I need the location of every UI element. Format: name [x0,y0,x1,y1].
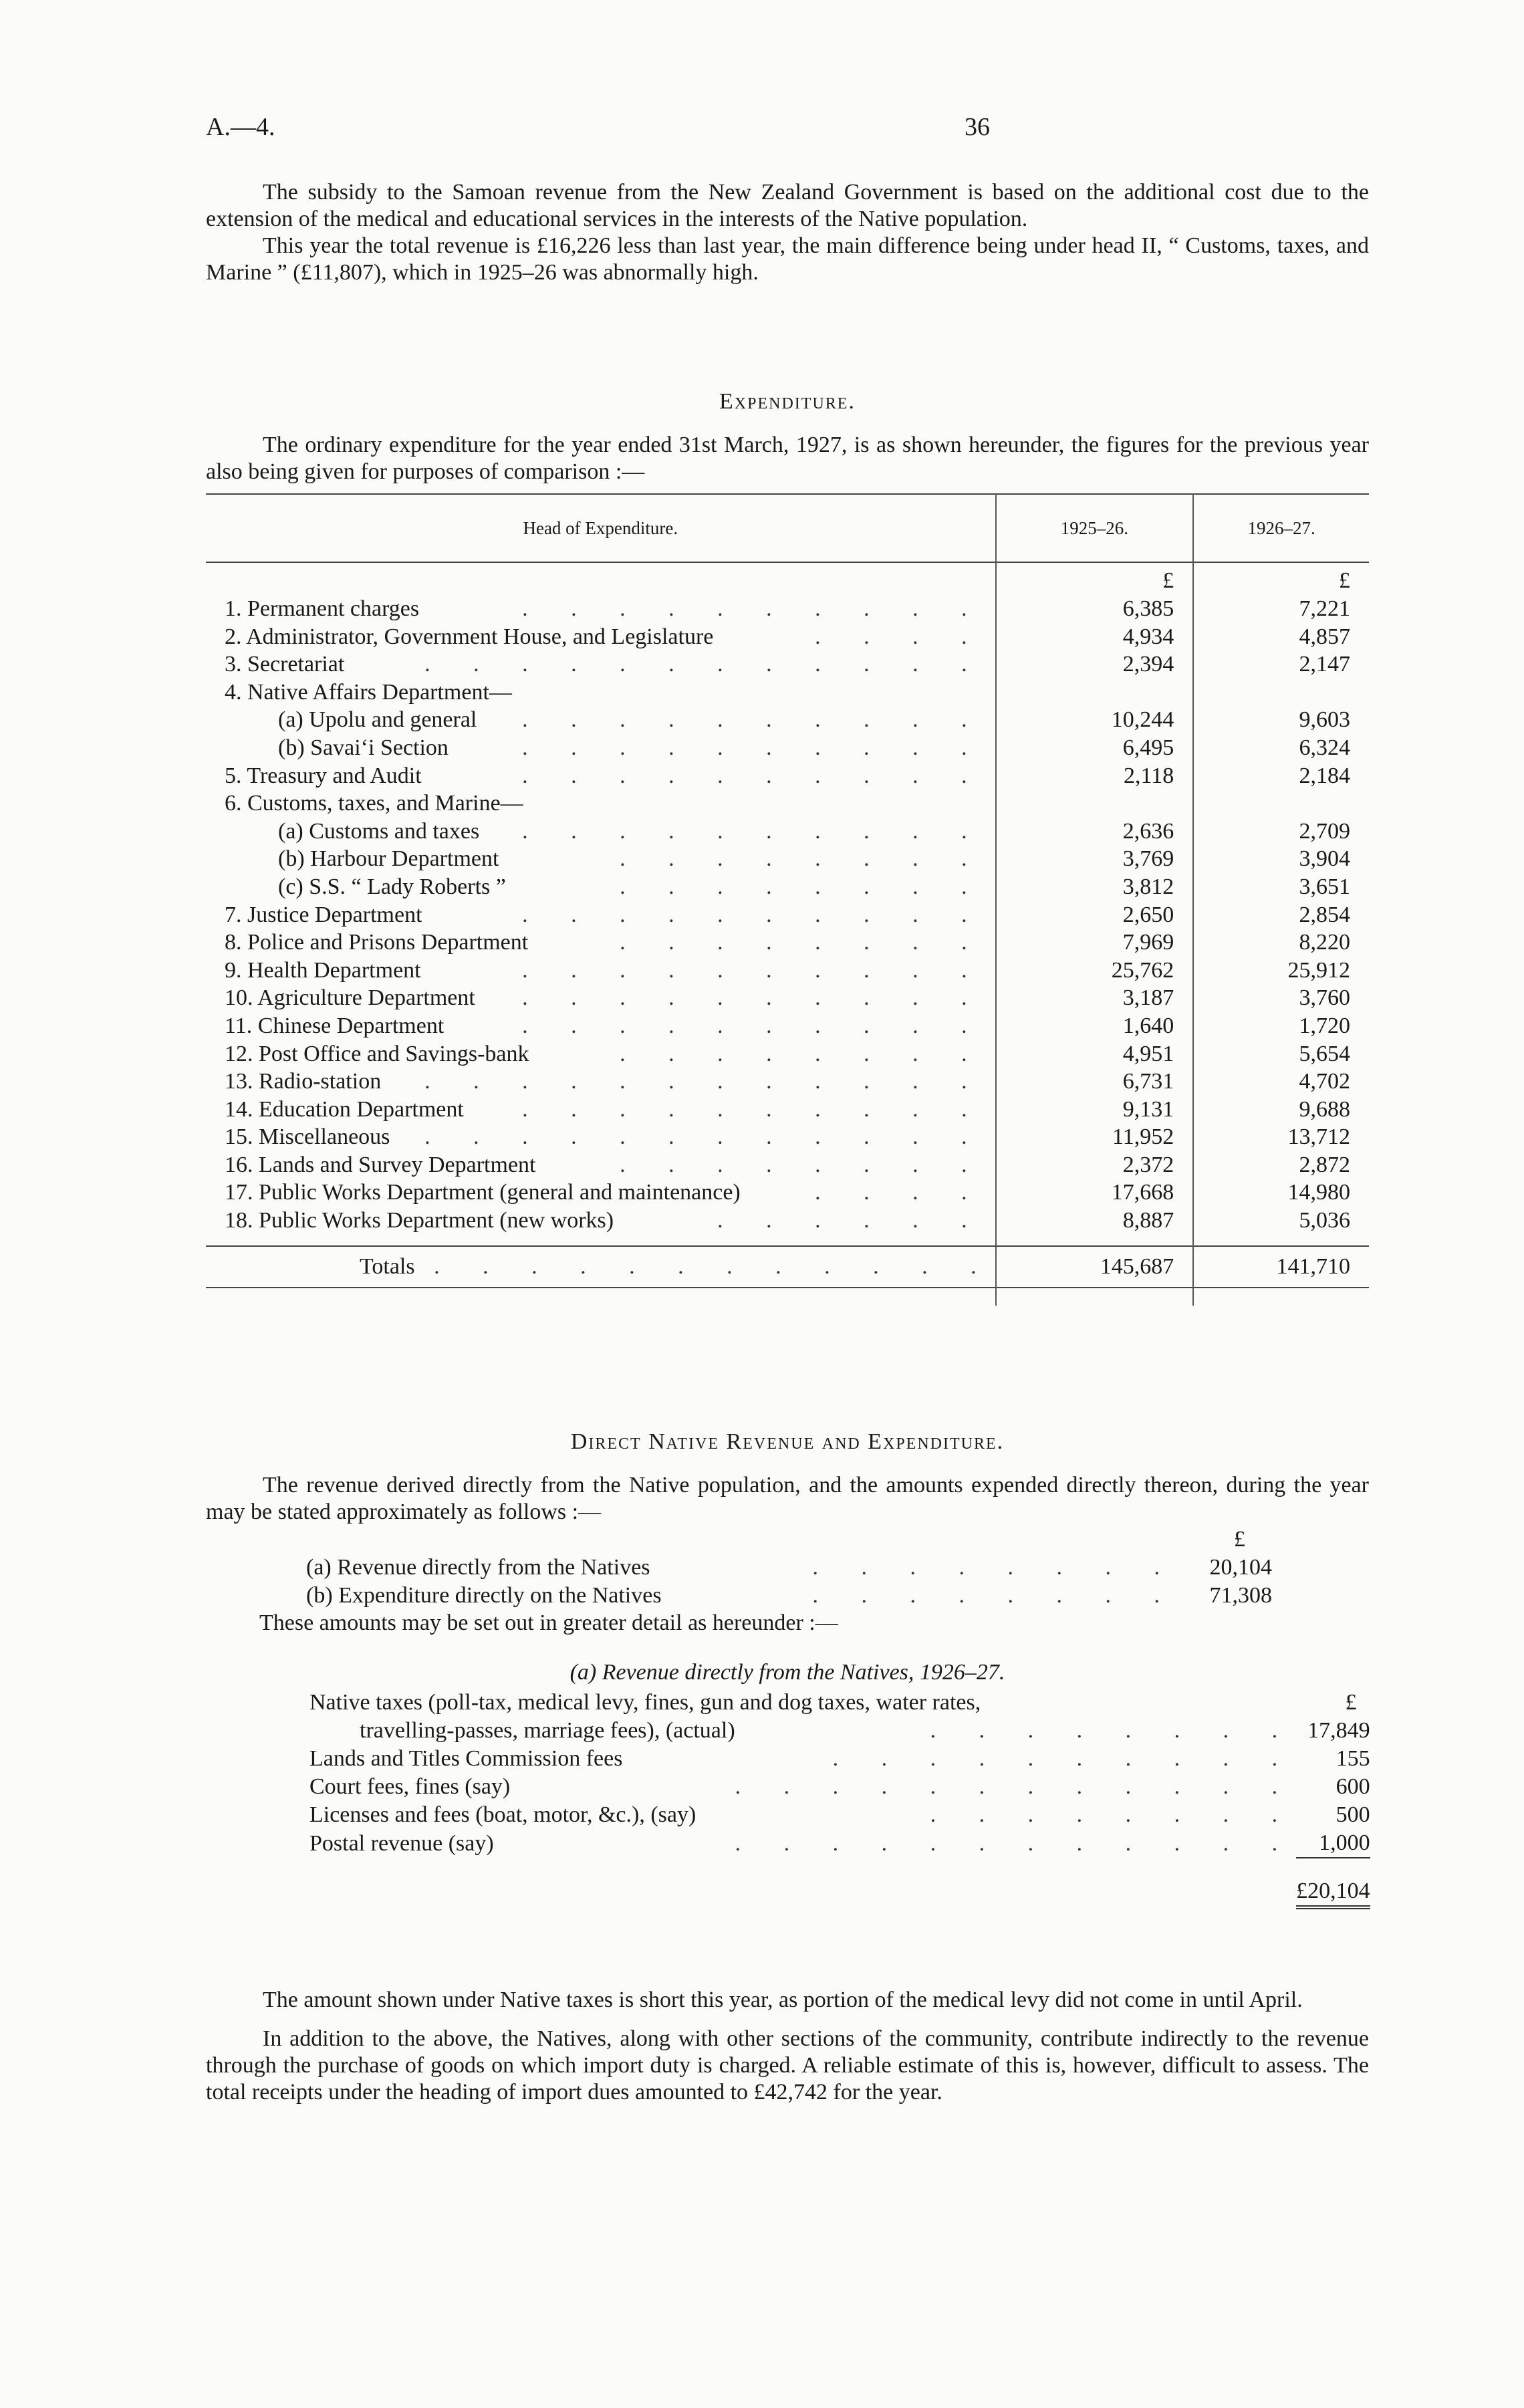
table-row [206,1012,1369,1040]
table-header-row [206,494,1369,562]
detail-dots: . . . . . . . . . . . . [735,1830,1297,1856]
table-row [206,679,1369,707]
detail-amount: 155 [1336,1746,1370,1771]
expenditure-label-cell [206,1012,996,1040]
leader-dots: . . . . . . . . . . [522,707,986,733]
expenditure-year1-value: 2,372 [996,1151,1194,1179]
expenditure-label: (a) Customs and taxes [278,818,480,844]
expenditure-year2-value: 8,220 [1299,930,1350,955]
leader-dots: . . . . . . . . . . [522,957,986,983]
intro-paragraph-1: The subsidy to the Samoan revenue from the New Zealand Government is based on the additional cost due to the extension of the medical and educational services in the interests of the Native population. [206,180,1369,231]
expenditure-year1-value: 3,812 [996,873,1194,901]
leader-dots: . . . . . . . . . . [522,1013,986,1038]
detail-dots: . . . . . . . . [930,1718,1297,1743]
expenditure-year2-value: 4,702 [1299,1069,1350,1094]
year2-column-header: 1926–27. [1247,518,1315,538]
expenditure-year2-value: 2,184 [1299,763,1350,788]
detail-label: Postal revenue (say) [309,1830,494,1856]
table-row [309,1717,1370,1745]
expenditure-year1-value: 1,640 [996,1012,1194,1040]
totals-label: Totals [360,1253,415,1279]
table-row [206,873,1369,901]
expenditure-rows [206,595,1369,1235]
leader-dots: . . . . [815,624,986,649]
expenditure-year1-value: 3,769 [996,845,1194,873]
expenditure-year1-value: 4,951 [996,1040,1194,1068]
detail-table [309,1689,1370,1909]
leader-dots: . . . . . . . . . . [522,735,986,760]
expenditure-year1-value: 9,131 [996,1096,1194,1124]
direct-currency: £ [1234,1527,1245,1552]
totals-label-cell [206,1246,996,1288]
expenditure-label-cell [206,595,996,623]
expenditure-label-cell [206,790,996,818]
table-row [206,1040,1369,1068]
expenditure-label: 14. Education Department [225,1096,464,1122]
expenditure-label-cell [206,650,996,679]
expenditure-label-cell [206,984,996,1012]
expenditure-year2-value: 25,912 [1287,957,1350,983]
expenditure-year1-value: 4,934 [996,623,1194,651]
leader-dots: . . . . . . . . [620,874,986,899]
expenditure-year2-value: 13,712 [1287,1124,1350,1150]
table-row [206,818,1369,846]
table-row [309,1773,1370,1801]
document-reference: A.—4. [206,113,275,141]
expenditure-label: 12. Post Office and Savings-bank [225,1041,529,1066]
leader-dots: . . . . . . . . [620,1152,986,1177]
detail-intro: These amounts may be set out in greater detail as hereunder :— [259,1610,838,1635]
table-row [206,623,1369,651]
direct-item-amount: 20,104 [1209,1555,1272,1580]
expenditure-label-cell [206,845,996,873]
detail-label: Court fees, fines (say) [309,1774,511,1799]
expenditure-label-cell [206,818,996,846]
expenditure-label-cell [206,1123,996,1151]
detail-currency: £ [1345,1690,1357,1715]
direct-item-label: (b) Expenditure directly on the Natives [306,1583,662,1608]
direct-intro: The revenue derived directly from the Native population, and the amounts expended directly thereon, during the year may be stated approximately as follows :— [206,1473,1369,1524]
expenditure-year2-value: 4,857 [1299,624,1350,649]
table-row [206,1207,1369,1235]
expenditure-year1-value: 6,385 [996,595,1194,623]
direct-item-dots: . . . . . . . . [812,1555,1178,1580]
expenditure-year2-value [1193,790,1369,818]
table-row [206,734,1369,762]
expenditure-label-cell [206,1179,996,1207]
table-row [206,984,1369,1012]
table-row [309,1689,1370,1717]
expenditure-year1-value: 3,187 [996,984,1194,1012]
list-item [306,1554,1272,1582]
detail-amount: 600 [1336,1774,1370,1799]
expenditure-year1-value: 17,668 [996,1179,1194,1207]
expenditure-year2-value: 1,720 [1299,1013,1350,1038]
year1-currency: £ [996,562,1194,595]
totals-row [206,1246,1369,1288]
expenditure-year2-value: 3,904 [1299,846,1350,872]
expenditure-label-cell [206,1068,996,1096]
table-row [206,901,1369,929]
expenditure-year1-value: 6,495 [996,734,1194,762]
expenditure-year2-value: 3,760 [1299,985,1350,1011]
expenditure-year2-value: 5,036 [1299,1208,1350,1233]
detail-subheading: (a) Revenue directly from the Natives, 1926–27. [569,1660,1005,1685]
table-row [206,595,1369,623]
expenditure-label: 3. Secretariat [225,652,345,677]
expenditure-label-cell [206,929,996,957]
expenditure-label-cell [206,762,996,790]
leader-dots: . . . . . . . . [620,846,986,872]
detail-label: Licenses and fees (boat, motor, &c.), (say) [309,1802,696,1827]
expenditure-label: 2. Administrator, Government House, and Legislature [225,624,714,649]
expenditure-label-cell [206,734,996,762]
table-row [206,1096,1369,1124]
table-row [309,1745,1370,1773]
expenditure-label: 8. Police and Prisons Department [225,930,529,955]
expenditure-year2-value: 2,854 [1299,902,1350,927]
head-column-header: Head of Expenditure. [206,494,996,562]
leader-dots: . . . . . . . . . . [522,902,986,927]
expenditure-year1-value: 10,244 [996,706,1194,734]
year1-column-header: 1925–26. [996,494,1194,562]
expenditure-label: 13. Radio-station [225,1069,382,1094]
leader-dots: . . . . . . . . . . . . [424,652,986,677]
direct-item-label: (a) Revenue directly from the Natives [306,1555,650,1580]
expenditure-label-cell [206,1040,996,1068]
table-row [206,650,1369,679]
leader-dots: . . . . . . . . [620,930,986,955]
currency-row [206,562,1369,595]
year2-currency: £ [1339,568,1350,594]
expenditure-year2-value: 7,221 [1299,596,1350,621]
table-row [309,1858,1370,1907]
leader-dots: . . . . . . [717,1208,986,1233]
expenditure-label: 4. Native Affairs Department— [225,679,512,705]
page-header [206,112,1369,152]
intro-section [206,179,1369,286]
expenditure-year1-value: 7,969 [996,929,1194,957]
expenditure-year2-value: 9,688 [1299,1096,1350,1122]
expenditure-label-cell [206,1096,996,1124]
direct-native-section [206,1429,1369,1909]
detail-dots: . . . . . . . . . . [832,1746,1297,1771]
expenditure-year1-value: 2,636 [996,818,1194,846]
expenditure-year1-value: 2,118 [996,762,1194,790]
expenditure-year1-value: 11,952 [996,1123,1194,1151]
totals-dots: . . . . . . . . . . . . [434,1253,995,1279]
expenditure-year1-value: 25,762 [996,957,1194,985]
expenditure-label: (a) Upolu and general [278,707,477,733]
closing-section [206,1987,1369,2106]
expenditure-year2-value [1193,679,1369,707]
expenditure-label-cell [206,873,996,901]
table-row [206,1151,1369,1179]
expenditure-label: 16. Lands and Survey Department [225,1152,536,1177]
detail-dots: . . . . . . . . [930,1802,1297,1827]
leader-dots: . . . . . . . . . . [522,596,986,621]
expenditure-year2-value: 5,654 [1299,1041,1350,1066]
expenditure-year1-value [996,790,1194,818]
table-row [206,1123,1369,1151]
expenditure-label: 9. Health Department [225,957,421,983]
closing-paragraph-2: In addition to the above, the Natives, along with other sections of the community, contribute indirectly to the revenue through the purchase of goods on which import duty is charged. A reliable estimate of this is, however, difficult to assess. The total receipts under the heading of import dues amounted to £42,742 for the year. [206,2026,1369,2104]
totals-year2: 141,710 [1276,1253,1350,1279]
detail-dots: . . . . . . . . . . . . [735,1774,1297,1799]
expenditure-label: 11. Chinese Department [225,1013,444,1038]
direct-item-dots: . . . . . . . . [812,1583,1178,1608]
expenditure-label: 5. Treasury and Audit [225,763,422,788]
expenditure-year1-value: 2,394 [996,650,1194,679]
expenditure-heading [206,389,1369,414]
expenditure-year2-value: 2,147 [1299,652,1350,677]
expenditure-label-cell [206,957,996,985]
expenditure-label-cell [206,1151,996,1179]
direct-heading [206,1429,1369,1455]
expenditure-year1-value: 8,887 [996,1207,1194,1235]
table-row [206,845,1369,873]
direct-item-amount: 71,308 [1209,1583,1272,1608]
table-row [206,1068,1369,1096]
expenditure-year1-value [996,679,1194,707]
expenditure-year2-value: 3,651 [1299,874,1350,899]
expenditure-year2-value: 6,324 [1299,735,1350,760]
expenditure-label-cell [206,706,996,734]
expenditure-label: 6. Customs, taxes, and Marine— [225,791,523,816]
table-row [309,1829,1370,1858]
expenditure-label: 15. Miscellaneous [225,1124,390,1150]
leader-dots: . . . . . . . . [620,1041,986,1066]
expenditure-year2-value: 2,709 [1299,818,1350,844]
leader-dots: . . . . . . . . . . . . [424,1069,986,1094]
expenditure-label: 1. Permanent charges [225,596,420,621]
expenditure-label: (b) Savai‘i Section [278,735,449,760]
table-row [206,706,1369,734]
expenditure-label-cell [206,901,996,929]
expenditure-label-cell [206,1207,996,1235]
expenditure-heading-text: Expenditure. [719,389,856,414]
expenditure-label: 7. Justice Department [225,902,422,927]
direct-currency-row [306,1526,1272,1554]
closing-paragraph-1: The amount shown under Native taxes is short this year, as portion of the medical levy did not come in until April. [263,1988,1303,2012]
leader-dots: . . . . [815,1180,986,1205]
expenditure-year2-value: 9,603 [1299,707,1350,733]
leader-dots: . . . . . . . . . . [522,818,986,844]
leader-dots: . . . . . . . . . . [522,763,986,788]
table-bottom-rule [206,1288,1369,1306]
list-item [306,1582,1272,1610]
expenditure-year1-value: 6,731 [996,1068,1194,1096]
table-row [206,929,1369,957]
table-row [206,957,1369,985]
expenditure-label-cell [206,679,996,707]
spacer-row [206,1235,1369,1246]
expenditure-label: 17. Public Works Department (general and maintenance) [225,1180,741,1205]
expenditure-section [206,389,1369,485]
expenditure-label: (b) Harbour Department [278,846,499,872]
detail-label: Native taxes (poll-tax, medical levy, fines, gun and dog taxes, water rates, [309,1690,981,1715]
intro-paragraph-2: This year the total revenue is £16,226 less than last year, the main difference being under head II, “ Customs, taxes, and Marine ” (£11,807), which in 1925–26 was abnormally high. [206,233,1369,285]
expenditure-table-wrapper [206,493,1369,1306]
expenditure-label-cell [206,623,996,651]
table-row [309,1801,1370,1829]
table-row [206,790,1369,818]
detail-label: travelling-passes, marriage fees), (actual) [360,1718,735,1743]
expenditure-year2-value: 2,872 [1299,1152,1350,1177]
detail-amount: 17,849 [1307,1718,1370,1743]
detail-total: £20,104 [1296,1858,1370,1907]
expenditure-label: 18. Public Works Department (new works) [225,1208,614,1233]
totals-year1: 145,687 [996,1246,1194,1288]
table-row [206,1179,1369,1207]
detail-label: Lands and Titles Commission fees [309,1746,623,1771]
detail-amount: 500 [1336,1802,1370,1827]
direct-summary-table [306,1526,1272,1610]
direct-heading-text: Direct Native Revenue and Expenditure. [570,1429,1005,1454]
expenditure-intro: The ordinary expenditure for the year ended 31st March, 1927, is as shown hereunder, the figures for the previous year also being given for purposes of comparison :— [206,433,1369,484]
expenditure-label: (c) S.S. “ Lady Roberts ” [278,874,506,899]
detail-amount: 1,000 [1296,1829,1370,1858]
page-number: 36 [965,113,990,141]
expenditure-table [206,493,1369,1306]
table-row [206,762,1369,790]
expenditure-label: 10. Agriculture Department [225,985,475,1011]
expenditure-year1-value: 2,650 [996,901,1194,929]
expenditure-year2-value: 14,980 [1287,1180,1350,1205]
leader-dots: . . . . . . . . . . [522,1096,986,1122]
leader-dots: . . . . . . . . . . . . [424,1124,986,1150]
leader-dots: . . . . . . . . . . [522,985,986,1011]
